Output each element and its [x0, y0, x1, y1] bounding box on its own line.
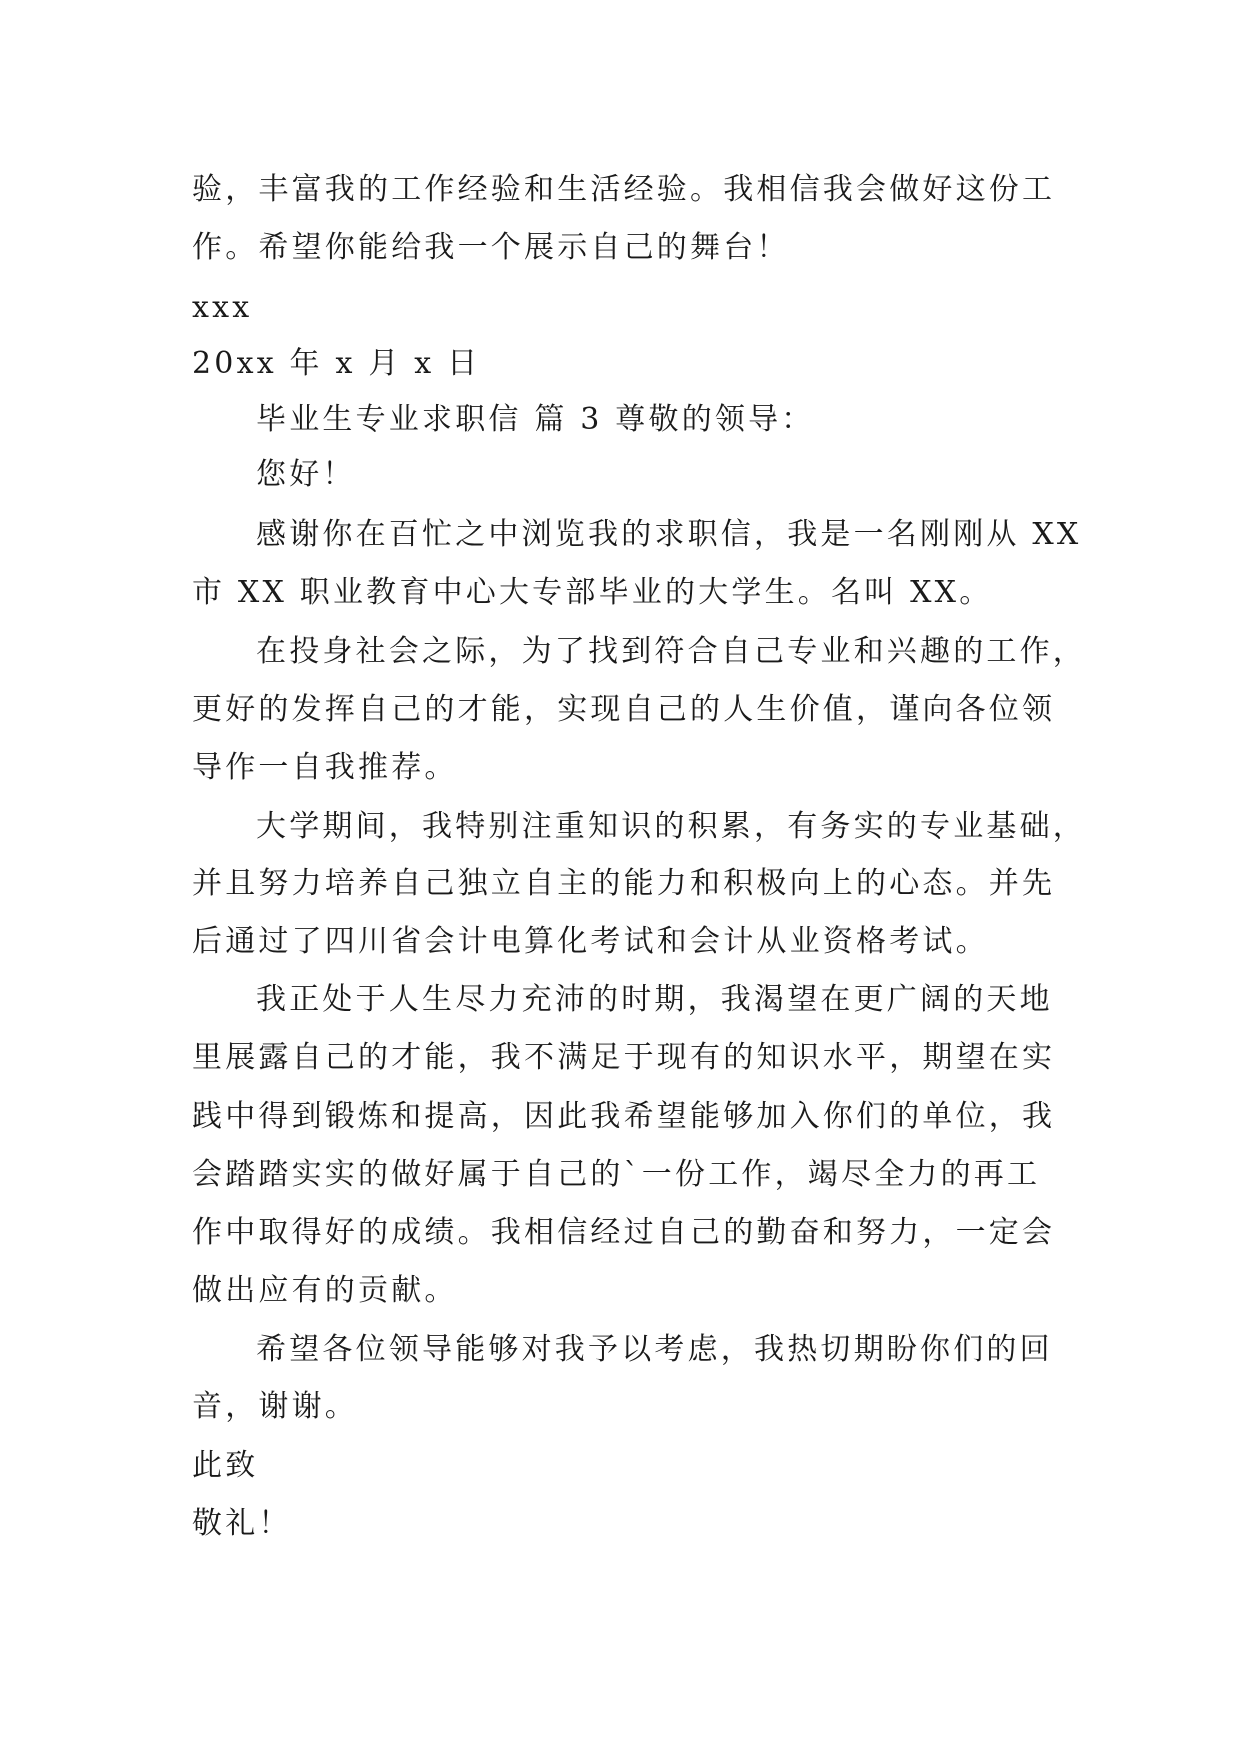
paragraph-line: 更好的发挥自己的才能，实现自己的人生价值，谨向各位领	[192, 692, 1056, 727]
paragraph-line: 市 XX 职业教育中心大专部毕业的大学生。名叫 XX。	[192, 575, 993, 610]
paragraph-line: 做出应有的贡献。	[192, 1273, 458, 1308]
paragraph-line: 验，丰富我的工作经验和生活经验。我相信我会做好这份工	[192, 172, 1056, 207]
paragraph-line: 会踏踏实实的做好属于自己的`一份工作，竭尽全力的再工	[192, 1157, 1041, 1192]
signature-name: xxx	[192, 290, 253, 325]
paragraph-line: 并且努力培养自己独立自主的能力和积极向上的心态。并先	[192, 866, 1056, 901]
signature-date: 20xx 年 x 月 x 日	[192, 346, 481, 381]
paragraph-line: 导作一自我推荐。	[192, 750, 458, 785]
paragraph-line: 在投身社会之际，为了找到符合自己专业和兴趣的工作，	[256, 634, 1086, 669]
paragraph-line: 音，谢谢。	[192, 1389, 358, 1424]
paragraph-line: 感谢你在百忙之中浏览我的求职信，我是一名刚刚从 XX	[256, 517, 1082, 552]
greeting: 您好！	[256, 457, 356, 492]
paragraph-line: 后通过了四川省会计电算化考试和会计从业资格考试。	[192, 924, 989, 959]
closing-salutation: 敬礼！	[192, 1506, 292, 1541]
paragraph-line: 里展露自己的才能，我不满足于现有的知识水平，期望在实	[192, 1040, 1056, 1075]
paragraph-line: 践中得到锻炼和提高，因此我希望能够加入你们的单位，我	[192, 1099, 1056, 1134]
paragraph-line: 作。希望你能给我一个展示自己的舞台！	[192, 230, 790, 265]
paragraph-line: 大学期间，我特别注重知识的积累，有务实的专业基础，	[256, 809, 1086, 844]
closing-line: 此致	[192, 1448, 259, 1483]
paragraph-line: 作中取得好的成绩。我相信经过自己的勤奋和努力，一定会	[192, 1215, 1056, 1250]
letter-heading: 毕业生专业求职信 篇 3 尊敬的领导：	[256, 402, 815, 437]
paragraph-line: 我正处于人生尽力充沛的时期，我渴望在更广阔的天地	[256, 982, 1053, 1017]
paragraph-line: 希望各位领导能够对我予以考虑，我热切期盼你们的回	[256, 1332, 1053, 1367]
